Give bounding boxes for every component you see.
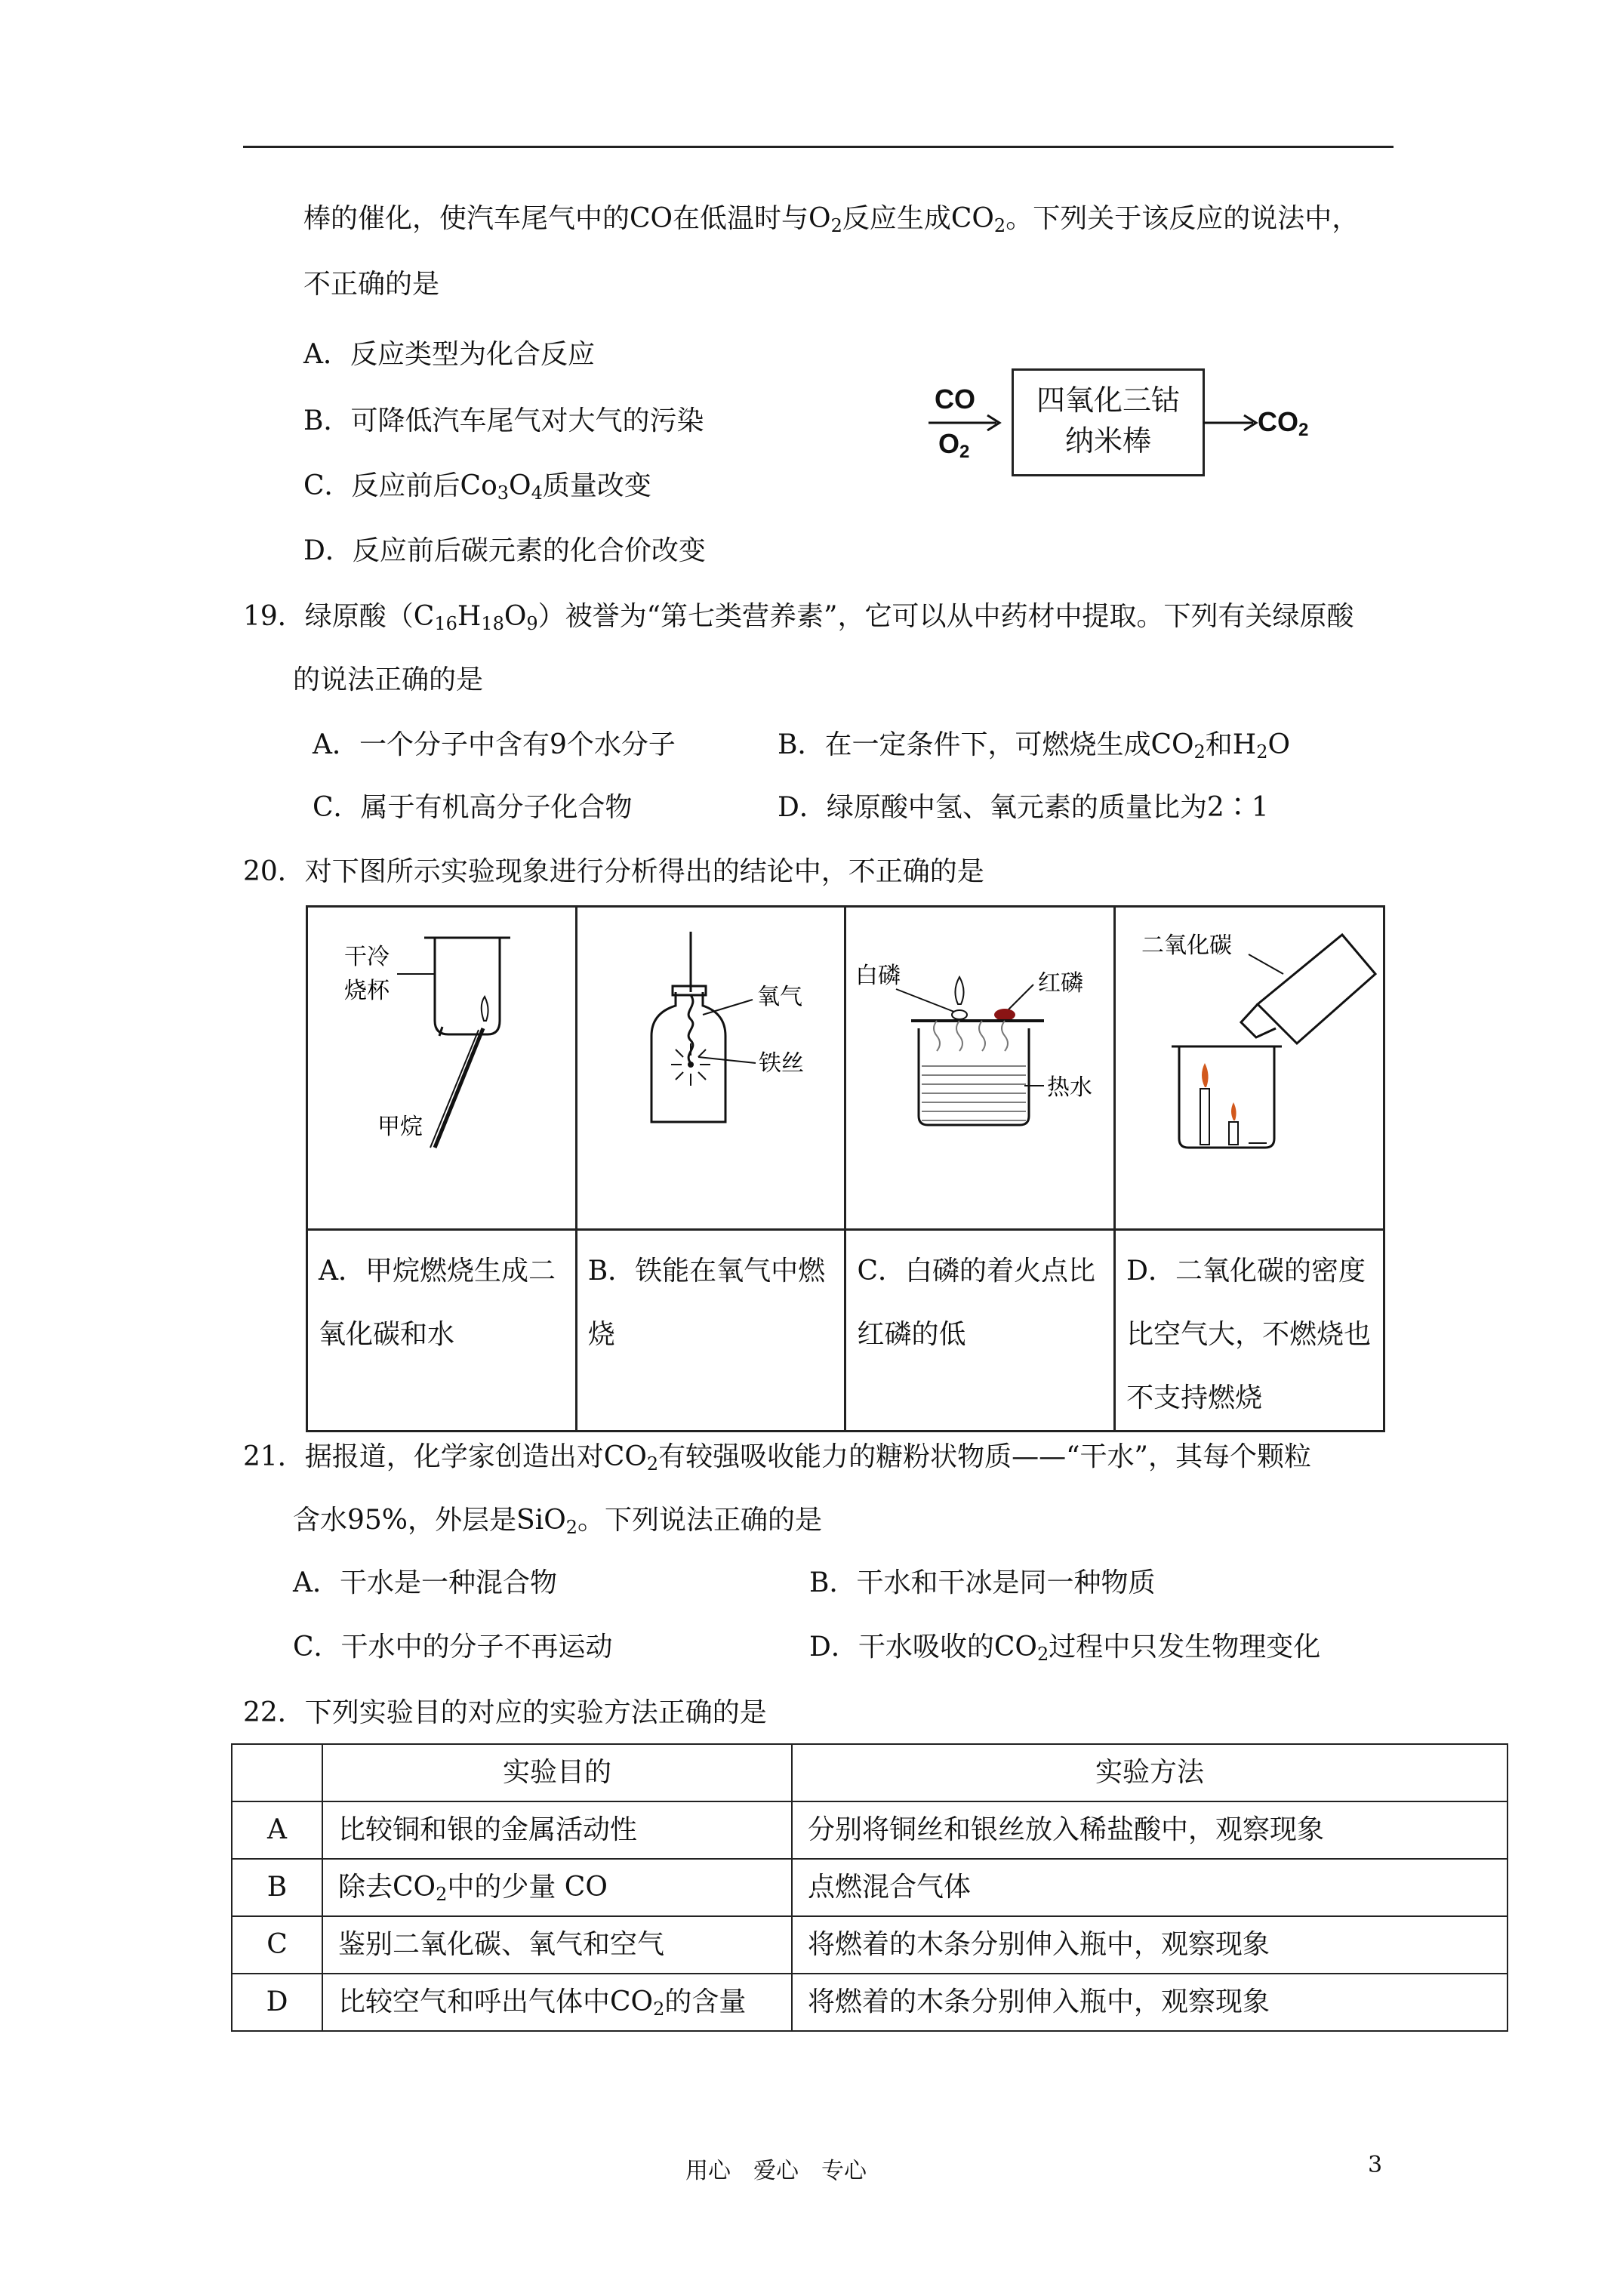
q18-stem-line2: 不正确的是 — [303, 269, 440, 300]
table-row — [232, 1974, 1508, 2031]
q19-stem-line1: 19．绿原酸$(C_{16}H_{18}O_9)$被誉为“第七类营养素”，它可以从中药材中提取。下列有关绿原酸 — [243, 601, 1354, 634]
fig-cell-d — [1115, 907, 1384, 1230]
caption-a: A．甲烷燃烧生成二氧化碳和水 — [307, 1230, 577, 1432]
fig-b-label2: 铁丝 — [758, 1050, 804, 1077]
fig-a-label2: 烧杯 — [344, 978, 390, 1004]
q18-option-a: A．反应类型为化合反应 — [303, 339, 595, 370]
row-key: D — [232, 1974, 322, 2031]
fig-cell-c — [845, 907, 1115, 1230]
q22-method-table — [231, 1743, 1508, 2032]
q21-stem-line2: 含水95%，外层是SiO$_2$。下列说法正确的是 — [293, 1505, 823, 1538]
co2-candle-figure — [1116, 908, 1384, 1231]
fig-a-label1: 干冷 — [344, 944, 390, 970]
q22-stem: 22．下列实验目的对应的实验方法正确的是 — [243, 1697, 767, 1728]
q19-option-c: C．属于有机高分子化合物 — [313, 792, 633, 823]
table-row — [232, 1801, 1508, 1859]
q19-option-d: D．绿原酸中氢、氧元素的质量比为2∶1 — [778, 792, 1269, 823]
methane-beaker-figure — [308, 908, 577, 1231]
row-method: 点燃混合气体 — [792, 1859, 1508, 1916]
q18-stem-line1: 棒的催化，使汽车尾气中的CO在低温时与$O_2$反应生成$CO_2$。下列关于该反应的说法中， — [303, 203, 1360, 236]
q21-stem-line1: 21．据报道，化学家创造出对$CO_2$有较强吸收能力的糖粉状物质——“干水”，其每个颗粒 — [243, 1441, 1311, 1475]
phosphorus-hot-water-figure — [846, 908, 1115, 1231]
q19-stem-line2: 的说法正确的是 — [293, 664, 484, 695]
fig-c-label3: 热水 — [1047, 1074, 1093, 1101]
table-row — [232, 1859, 1508, 1916]
row-key: C — [232, 1916, 322, 1974]
q20-stem: 20．对下图所示实验现象进行分析得出的结论中，不正确的是 — [243, 856, 984, 887]
fig-d-label1: 二氧化碳 — [1141, 932, 1233, 959]
fig-c-label1: 白磷 — [855, 963, 901, 989]
reactant-o2: $O_2$ — [938, 428, 970, 462]
caption-d: D．二氧化碳的密度比空气大，不燃烧也不支持燃烧 — [1115, 1230, 1384, 1432]
q21-option-b: B．干水和干冰是同一种物质 — [809, 1567, 1156, 1598]
fig-b-label1: 氧气 — [756, 984, 802, 1010]
q18-option-d: D．反应前后碳元素的化合价改变 — [303, 535, 706, 566]
table-header-row — [232, 1744, 1508, 1801]
fig-cell-b — [576, 907, 845, 1230]
row-key: B — [232, 1859, 322, 1916]
q18-option-b: B．可降低汽车尾气对大气的污染 — [303, 405, 704, 436]
catalyst-box — [1012, 368, 1205, 476]
header-purpose: 实验目的 — [322, 1744, 792, 1801]
catalyst-line1: 四氧化三钴 — [1036, 384, 1180, 417]
row-purpose: 除去$CO_2$中的少量 CO — [322, 1859, 792, 1916]
q21-option-c: C．干水中的分子不再运动 — [293, 1632, 613, 1663]
caption-b: B．铁能在氧气中燃烧 — [576, 1230, 845, 1432]
product-co2: $CO_2$ — [1258, 406, 1309, 440]
catalyst-line2: 纳米棒 — [1064, 424, 1151, 458]
row-purpose: 比较空气和呼出气体中$CO_2$的含量 — [322, 1974, 792, 2031]
row-purpose: 比较铜和银的金属活动性 — [322, 1801, 792, 1859]
row-key: A — [232, 1801, 322, 1859]
header-method: 实验方法 — [792, 1744, 1508, 1801]
q21-option-a: A．干水是一种混合物 — [293, 1567, 557, 1598]
reactant-co: CO — [935, 384, 975, 415]
table-row — [232, 1916, 1508, 1974]
input-arrow — [921, 411, 1012, 434]
page-number: 3 — [1368, 2152, 1383, 2178]
fig-a-label3: 甲烷 — [377, 1114, 423, 1140]
row-method: 分别将铜丝和银丝放入稀盐酸中，观察现象 — [792, 1801, 1508, 1859]
row-method: 将燃着的木条分别伸入瓶中，观察现象 — [792, 1974, 1508, 2031]
row-purpose: 鉴别二氧化碳、氧气和空气 — [322, 1916, 792, 1974]
q20-experiment-table — [306, 905, 1385, 1432]
q18-option-c: C．反应前后$Co_3O_4$质量改变 — [303, 470, 651, 504]
header-rule — [243, 146, 1394, 148]
caption-c: C．白磷的着火点比红磷的低 — [845, 1230, 1115, 1432]
q21-option-d: D．干水吸收的$CO_2$过程中只发生物理变化 — [809, 1632, 1321, 1665]
output-arrow — [1202, 411, 1262, 434]
iron-wire-bottle-figure — [577, 908, 846, 1231]
fig-c-label2: 红磷 — [1038, 970, 1084, 997]
q19-option-a: A．一个分子中含有9个水分子 — [313, 729, 676, 760]
footer-motto: 用心 爱心 专心 — [685, 2158, 867, 2184]
q19-option-b: B．在一定条件下，可燃烧生成$CO_2$和$H_2O$ — [778, 729, 1290, 763]
fig-cell-a — [307, 907, 577, 1230]
row-method: 将燃着的木条分别伸入瓶中，观察现象 — [792, 1916, 1508, 1974]
